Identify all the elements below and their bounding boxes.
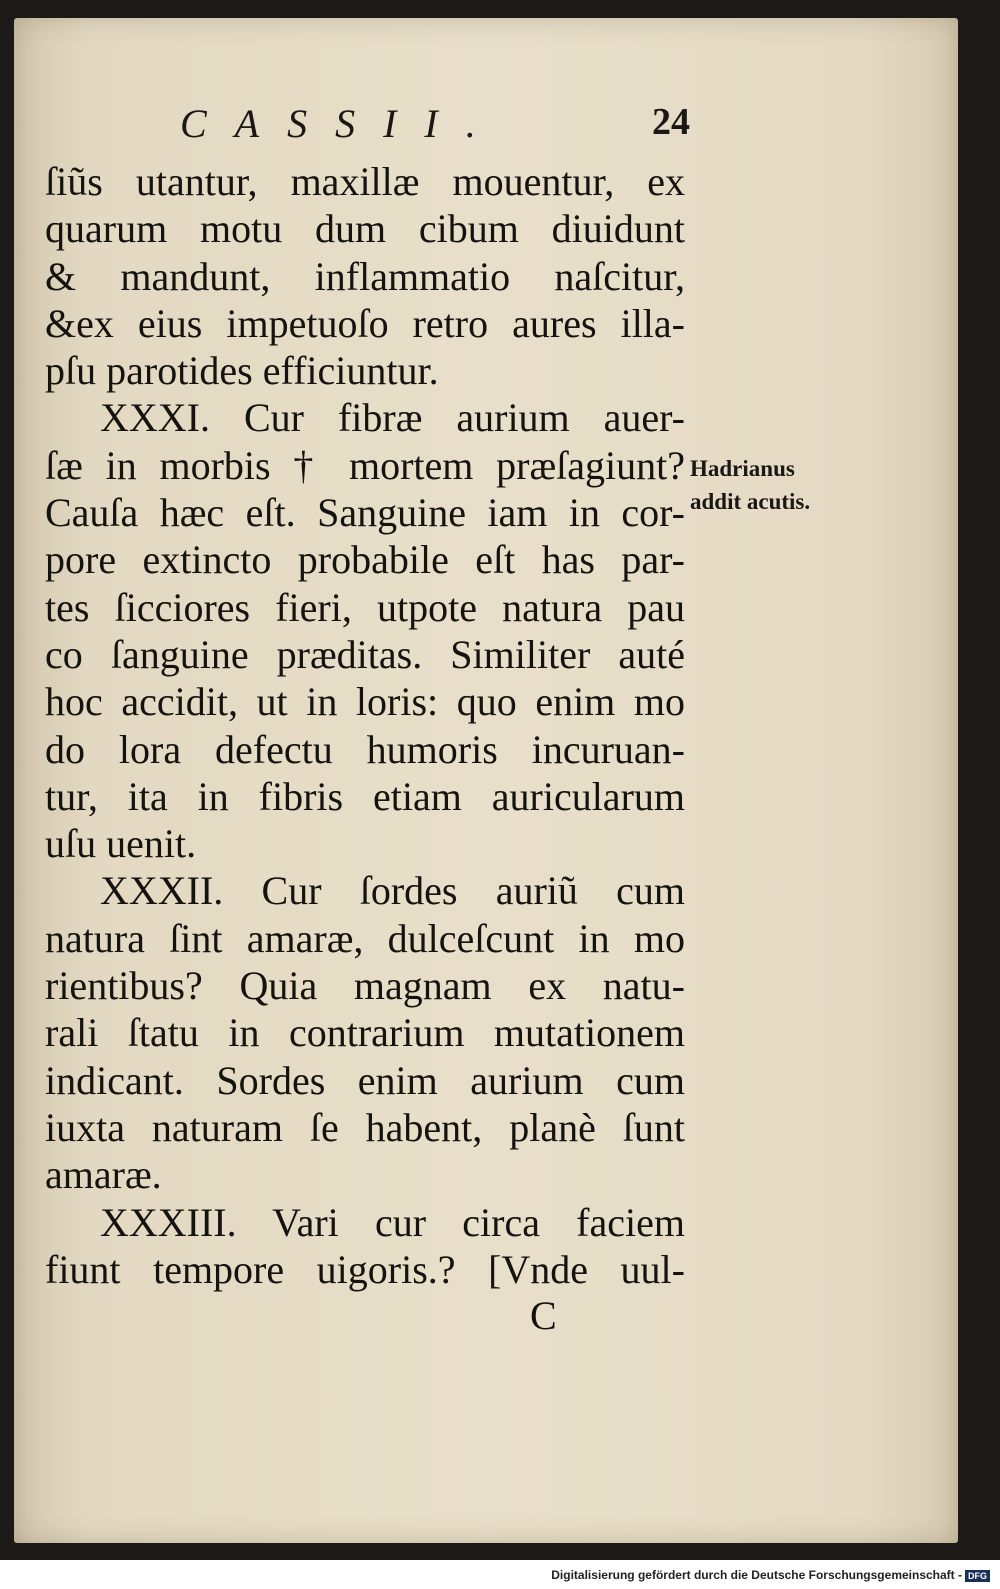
text-line: rali ſtatu in contrarium mutationem bbox=[45, 1010, 685, 1056]
running-title: CASSII. bbox=[180, 101, 504, 146]
margin-note: Hadrianus addit acutis. bbox=[690, 456, 811, 514]
text-line: fiunt tempore uigoris.? [Vnde uul- bbox=[45, 1246, 685, 1292]
text-line: pſu parotides efficiuntur. bbox=[45, 348, 439, 394]
text-line: quarum motu dum cibum diuidunt bbox=[45, 206, 685, 252]
text-line: indicant. Sordes enim aurium cum bbox=[45, 1057, 685, 1103]
dfg-logo: DFG bbox=[965, 1570, 990, 1582]
text-line: Cauſa hæc eſt. Sanguine iam in cor- bbox=[45, 490, 685, 536]
text-line: rientibus? Quia magnam ex natu- bbox=[45, 963, 685, 1009]
section-heading-line: XXXIII. Vari cur circa faciem bbox=[100, 1199, 685, 1245]
text-line: pore extincto probabile eſt has par- bbox=[45, 537, 685, 583]
footer bbox=[551, 1568, 990, 1582]
running-head bbox=[160, 100, 690, 150]
text-line: natura ſint amaræ, dulceſcunt in mo bbox=[45, 915, 685, 961]
section-heading-line: XXXI. Cur fibræ aurium auer- bbox=[100, 395, 685, 441]
text-line: co ſanguine præditas. Similiter auté bbox=[45, 631, 685, 677]
text-line: tur, ita in fibris etiam auricularum bbox=[45, 773, 685, 819]
text-line: &ex eius impetuoſo retro aures illa- bbox=[45, 300, 685, 346]
text-line: tes ſicciores fieri, utpote natura pau bbox=[45, 584, 685, 630]
text-line: uſu uenit. bbox=[45, 821, 197, 867]
text-line: do lora defectu humoris incuruan- bbox=[45, 726, 685, 772]
text-line: iuxta naturam ſe habent, planè ſunt bbox=[45, 1104, 685, 1150]
text-line: amaræ. bbox=[45, 1152, 162, 1198]
section-heading-line: XXXII. Cur ſordes auriũ cum bbox=[100, 868, 685, 914]
text-line: ſæ in morbis † mortem præſagiunt? bbox=[45, 442, 685, 488]
text-line: & mandunt, inflammatio naſcitur, bbox=[45, 253, 685, 299]
text-line: ſiũs utantur, maxillæ mouentur, ex bbox=[45, 159, 685, 204]
body-text bbox=[45, 158, 685, 1293]
signature-mark: C bbox=[530, 1293, 557, 1338]
footer-text: Digitalisierung gefördert durch die Deutsche Forschungsgemeinschaft - bbox=[551, 1568, 962, 1582]
text-line: hoc accidit, ut in loris: quo enim mo bbox=[45, 679, 685, 725]
page-number: 24 bbox=[652, 101, 690, 143]
